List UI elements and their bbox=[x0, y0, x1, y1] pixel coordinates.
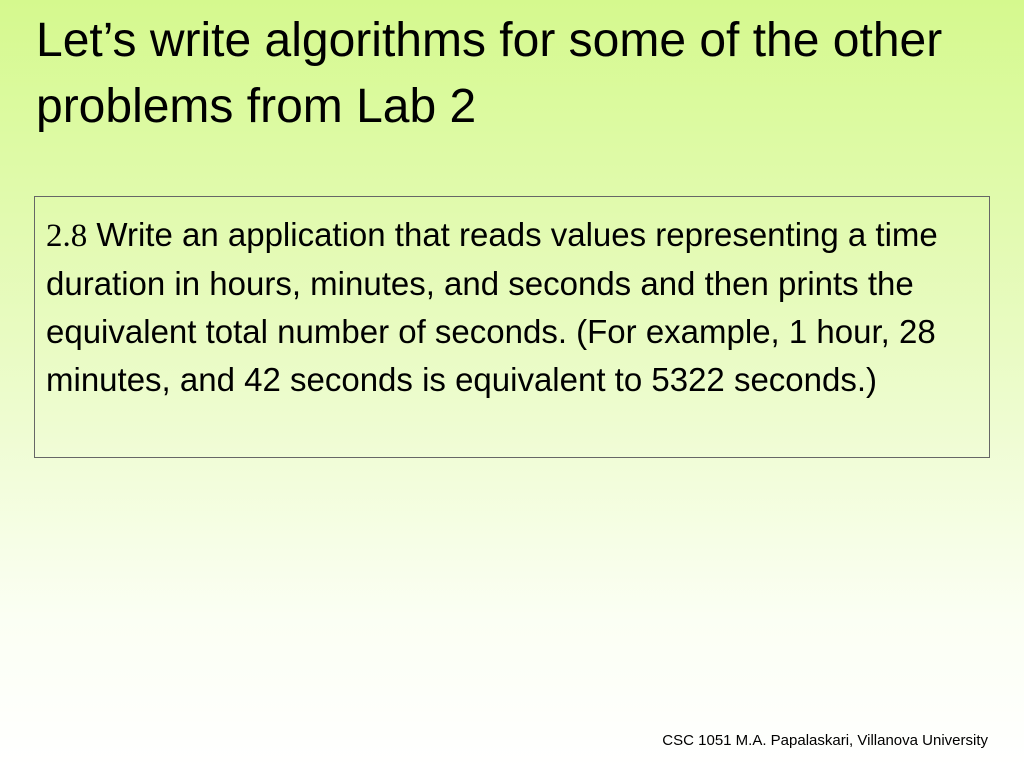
problem-statement bbox=[46, 211, 979, 404]
problem-text: Write an application that reads values representing a time duration in hours, minutes, and seconds and then prints the equivalent total number of seconds. (For example, 1 hour, 28 minutes, and 42 seconds is equivalent to 5322 seconds.) bbox=[46, 216, 938, 398]
problem-box bbox=[34, 196, 990, 458]
slide-footer: CSC 1051 M.A. Papalaskari, Villanova University bbox=[662, 732, 988, 749]
slide-title: Let’s write algorithms for some of the other problems from Lab 2 bbox=[36, 14, 943, 133]
problem-number: 2.8 bbox=[46, 218, 88, 254]
